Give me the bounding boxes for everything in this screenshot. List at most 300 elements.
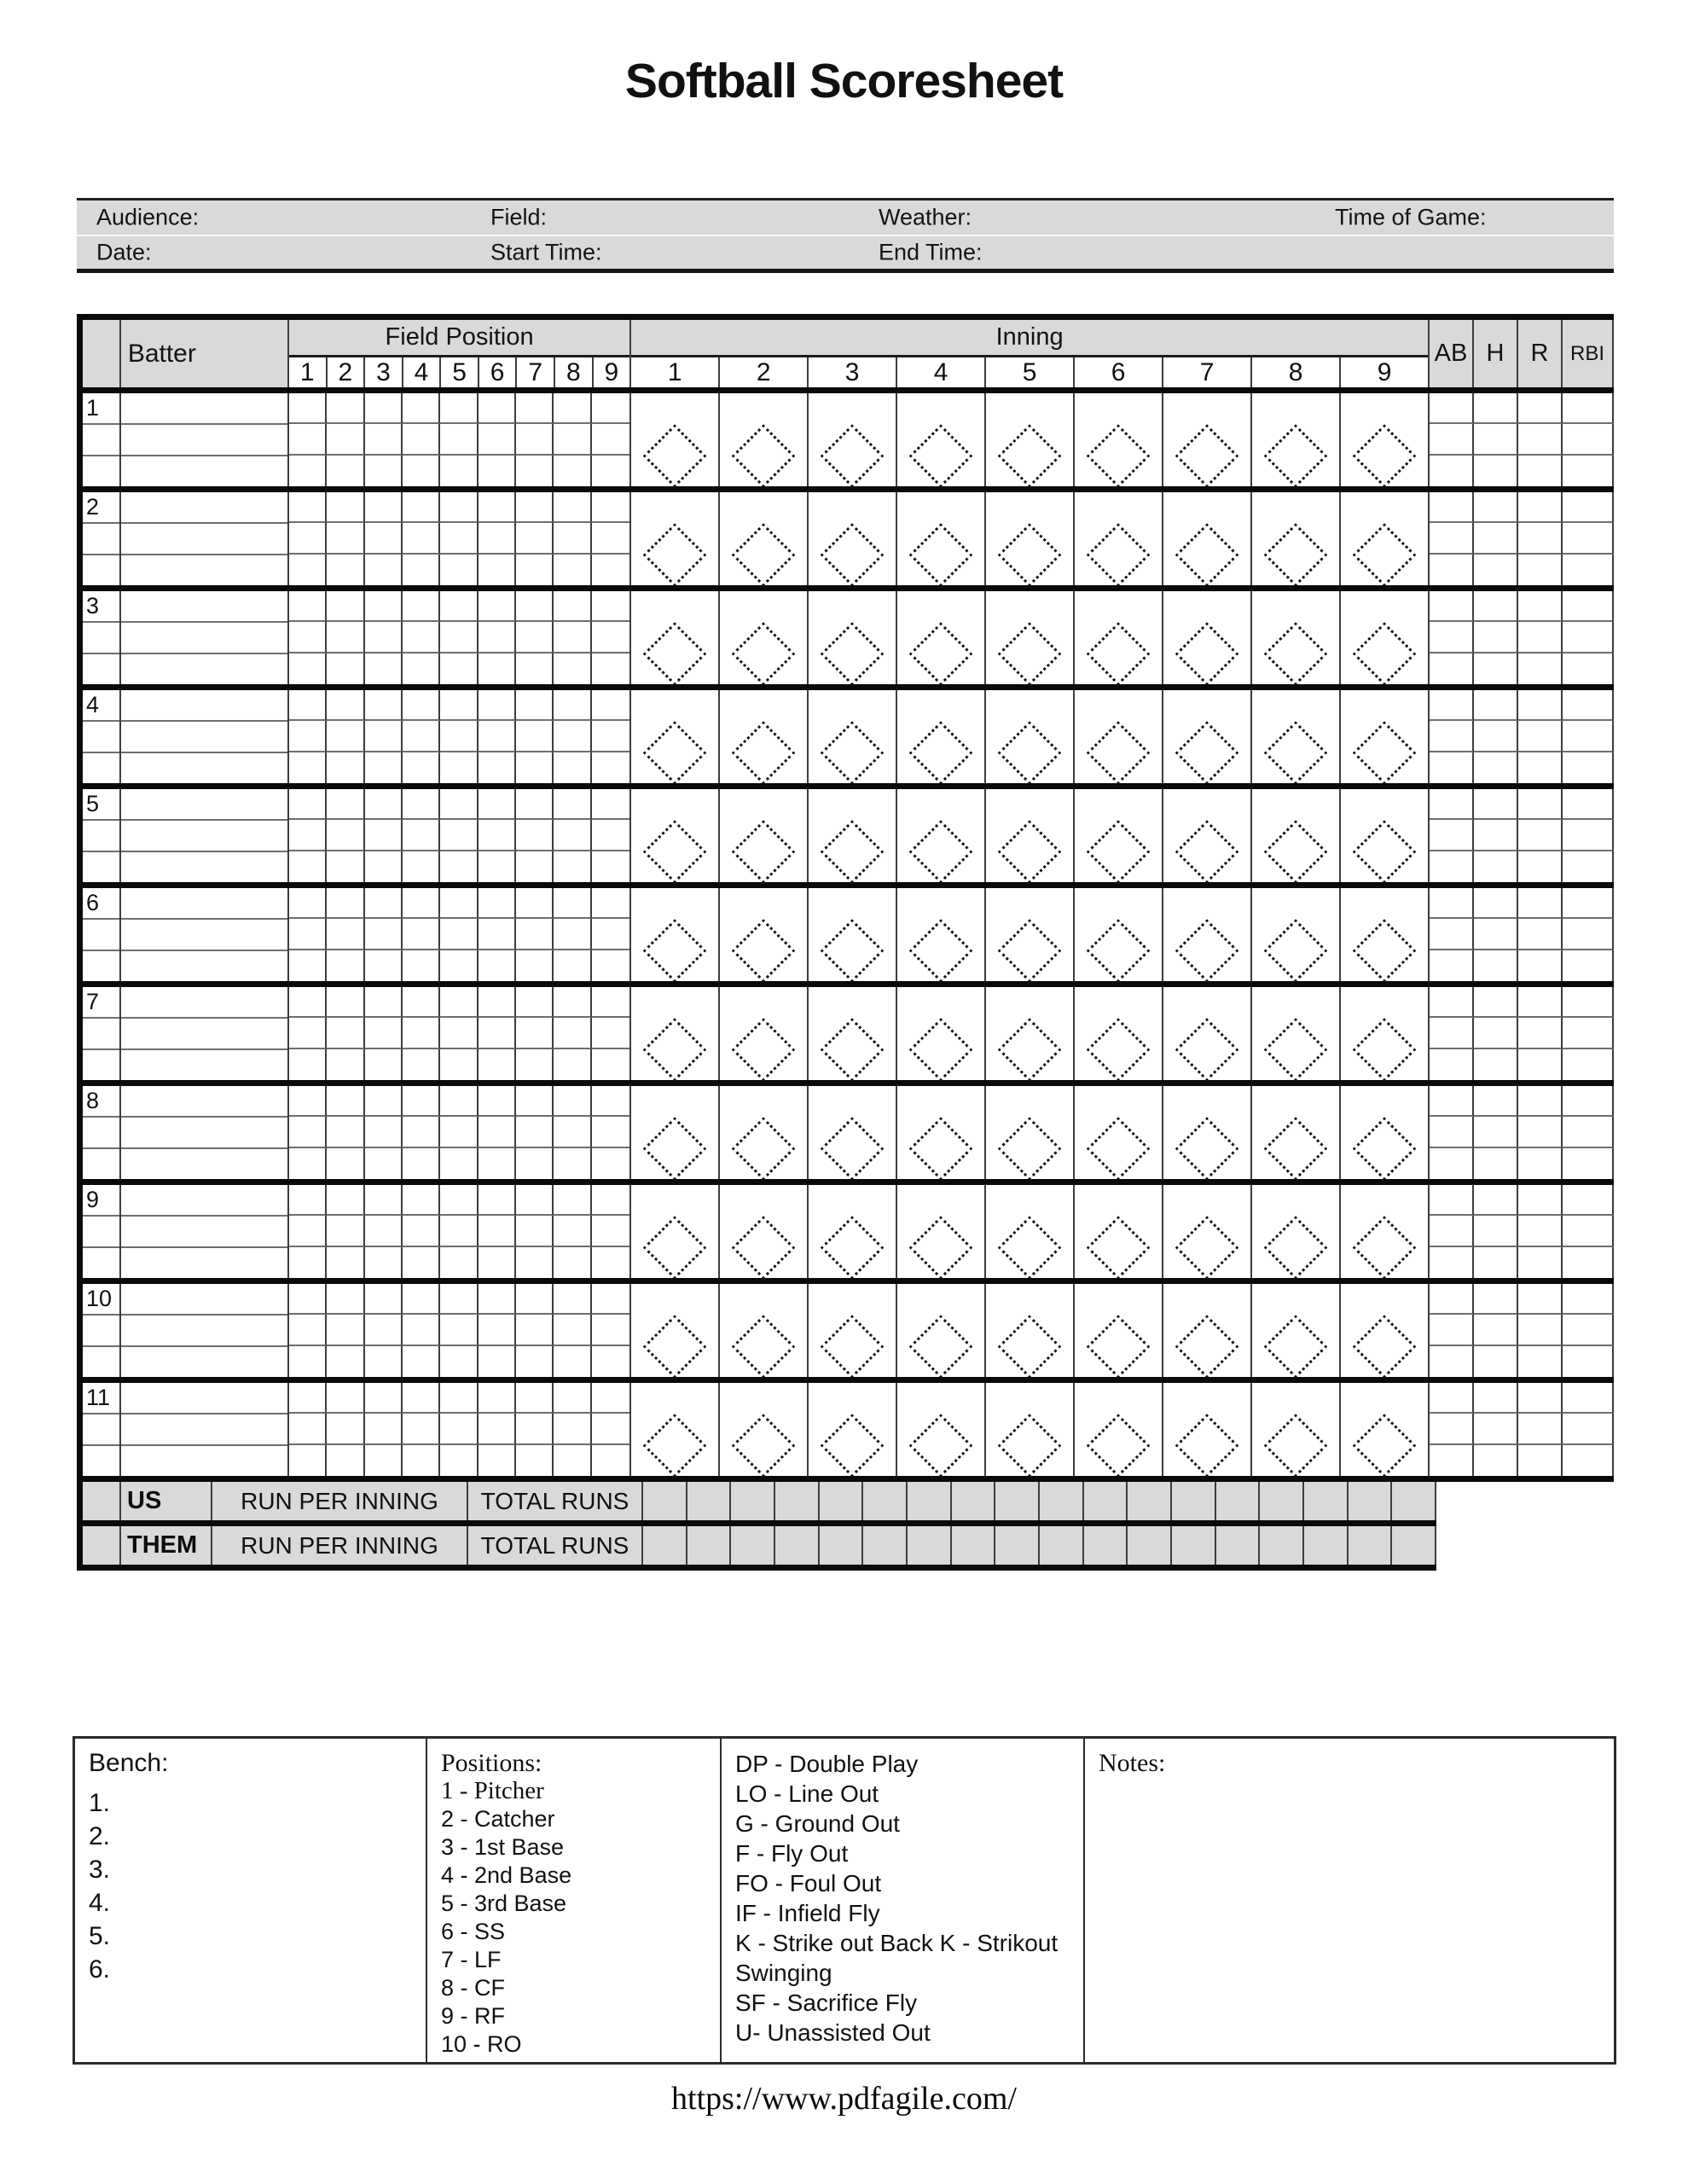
stat-cell <box>1518 1284 1563 1315</box>
batter-name-subrow <box>121 492 287 524</box>
end-time-label: End Time: <box>879 239 983 265</box>
half-inning-run-cell <box>1349 1482 1393 1520</box>
half-inning-run-cell <box>908 1482 952 1520</box>
inning-scoring-cell <box>986 591 1075 684</box>
field-position-cell <box>516 721 554 752</box>
run-per-inning-label: RUN PER INNING <box>212 1482 468 1520</box>
stat-cell <box>1430 690 1474 721</box>
field-position-column-header: 9 <box>604 357 619 386</box>
scoring-diamond <box>909 1018 973 1082</box>
field-position-cell <box>365 888 403 919</box>
half-inning-run-cell <box>1040 1482 1084 1520</box>
batter-name-cell <box>121 1086 289 1179</box>
field-position-cell <box>327 1284 364 1315</box>
batter-name-subrow <box>121 1217 287 1248</box>
scoring-diamond <box>1087 1018 1151 1082</box>
half-inning-run-cell <box>820 1482 864 1520</box>
scoring-diamond <box>1264 919 1328 983</box>
field-position-cell <box>479 721 516 752</box>
field-position-cell <box>327 622 364 653</box>
half-inning-run-cell <box>1304 1526 1349 1565</box>
scoring-diamond <box>643 919 707 983</box>
half-inning-run-cell <box>643 1482 687 1520</box>
field-position-grid <box>289 987 631 1080</box>
inning-column-header: 1 <box>631 357 720 387</box>
batter-block <box>83 1383 1614 1482</box>
scoring-diamond <box>998 721 1062 785</box>
stat-cell <box>1474 555 1518 585</box>
stat-cell <box>1563 1185 1614 1216</box>
field-position-cell <box>554 888 591 919</box>
team-label: THEM <box>121 1526 212 1565</box>
inning-scoring-cell <box>1252 1086 1341 1179</box>
field-position-cell <box>554 1049 591 1080</box>
field-position-cell <box>554 1383 591 1414</box>
inning-scoring-cell <box>986 1284 1075 1377</box>
field-position-cell <box>554 1414 591 1444</box>
batter-block <box>83 591 1614 690</box>
stat-cell <box>1474 919 1518 950</box>
field-position-cell <box>554 1018 591 1048</box>
field-position-cell <box>516 752 554 783</box>
stat-cell <box>1518 1018 1563 1048</box>
batter-name-subrow <box>121 1019 287 1050</box>
batter-name-cell <box>121 393 289 486</box>
field-position-cell <box>365 851 403 882</box>
field-position-grid <box>289 492 631 585</box>
field-position-cell <box>403 1117 440 1147</box>
stat-cell <box>1518 591 1563 622</box>
field-position-cell <box>440 1247 478 1278</box>
inning-scoring-cell <box>1163 492 1252 585</box>
field-position-cell <box>516 1185 554 1216</box>
field-position-cell <box>365 987 403 1018</box>
inning-cells <box>631 1185 1430 1278</box>
field-position-cell <box>289 987 327 1018</box>
inning-scoring-cell <box>1252 690 1341 783</box>
scoring-diamond <box>909 622 973 686</box>
field-position-cell <box>403 456 440 486</box>
field-position-cell <box>479 1284 516 1315</box>
position-item: 6 - SS <box>441 1919 506 1944</box>
field-position-cell <box>327 888 364 919</box>
scoring-diamond <box>1264 1018 1328 1082</box>
field-position-cell <box>592 1445 629 1476</box>
scoring-diamond <box>1175 1414 1239 1478</box>
inning-scoring-cell <box>809 1185 897 1278</box>
field-position-grid <box>289 1383 631 1476</box>
field-position-cell <box>403 1383 440 1414</box>
field-position-cell <box>516 1148 554 1179</box>
field-position-cell <box>403 721 440 752</box>
stat-cell <box>1474 1086 1518 1117</box>
field-position-cell <box>440 424 478 455</box>
field-position-cell <box>592 653 629 684</box>
stat-cell <box>1430 555 1474 585</box>
inning-scoring-cell <box>720 987 809 1080</box>
position-item: 7 - LF <box>441 1947 502 1972</box>
row-number-subcell <box>83 821 119 852</box>
field-position-cell <box>365 424 403 455</box>
field-position-cell <box>403 1284 440 1315</box>
batter-name-subrow <box>121 1149 287 1179</box>
row-number-header-cell <box>83 320 121 387</box>
row-number-subcell <box>83 623 119 654</box>
scoring-diamond <box>821 523 885 587</box>
field-position-cell <box>592 789 629 820</box>
stat-cell <box>1430 721 1474 752</box>
inning-scoring-cell <box>1075 1383 1163 1476</box>
scoring-diamond <box>909 820 973 884</box>
inning-scoring-cell <box>1075 690 1163 783</box>
field-position-cell <box>440 456 478 486</box>
field-position-cell <box>592 622 629 653</box>
field-position-cell <box>592 456 629 486</box>
scoring-diamond <box>1175 1018 1239 1082</box>
field-position-cell <box>440 690 478 721</box>
field-position-cell <box>440 789 478 820</box>
field-position-cell <box>365 1117 403 1147</box>
inning-scoring-cell <box>897 591 986 684</box>
stat-cell <box>1563 1018 1614 1048</box>
batter-name-cell <box>121 987 289 1080</box>
field-position-cell <box>327 1346 364 1377</box>
field-position-cell <box>554 851 591 882</box>
stat-cell <box>1430 591 1474 622</box>
batter-name-cell <box>121 1284 289 1377</box>
field-position-cell <box>327 1445 364 1476</box>
inning-scoring-cell <box>1163 1383 1252 1476</box>
field-position-cell <box>592 591 629 622</box>
row-number: 9 <box>83 1185 119 1217</box>
row-number: 6 <box>83 888 119 920</box>
field-position-cell <box>554 523 591 554</box>
stat-cell <box>1563 1383 1614 1414</box>
abbreviation-item: FO - Foul Out <box>735 1870 882 1896</box>
inning-scoring-cell <box>720 393 809 486</box>
field-position-cell <box>554 591 591 622</box>
batter-name-subrow <box>121 524 287 555</box>
field-position-cell <box>403 622 440 653</box>
batter-name-subrow <box>121 654 287 684</box>
field-position-cell <box>440 950 478 981</box>
stat-cell <box>1430 1216 1474 1246</box>
batter-name-subrow <box>121 1446 287 1476</box>
field-position-cell <box>516 1018 554 1048</box>
abbreviations-column <box>722 1739 1085 2062</box>
inning-scoring-cell <box>720 1383 809 1476</box>
inning-scoring-cell <box>720 492 809 585</box>
field-position-cell <box>479 950 516 981</box>
inning-scoring-cell <box>1341 393 1428 486</box>
field-position-cell <box>440 393 478 424</box>
batter-name-cell <box>121 1185 289 1278</box>
scoring-diamond <box>1087 1414 1151 1478</box>
field-position-cell <box>365 1216 403 1246</box>
field-position-cell <box>479 555 516 585</box>
half-inning-run-cell <box>1172 1482 1216 1520</box>
field-position-cell <box>365 1086 403 1117</box>
scoring-diamond <box>643 1216 707 1280</box>
field-position-cell <box>403 789 440 820</box>
field-position-cell <box>327 1117 364 1147</box>
position-item: 1 - Pitcher <box>441 1777 544 1804</box>
field-position-cell <box>516 1284 554 1315</box>
scoring-diamond <box>732 1414 796 1478</box>
start-time-label: Start Time: <box>490 239 602 265</box>
scoring-diamond <box>821 1018 885 1082</box>
batter-name-cell <box>121 492 289 585</box>
inning-column-header: 9 <box>1377 357 1392 386</box>
total-runs-label: TOTAL RUNS <box>468 1526 643 1565</box>
stat-cell <box>1563 752 1614 783</box>
inning-scoring-cell <box>1075 393 1163 486</box>
inning-scoring-cell <box>986 789 1075 882</box>
batter-block <box>83 1284 1614 1383</box>
stat-cell <box>1430 752 1474 783</box>
field-position-cell <box>365 523 403 554</box>
field-position-cell <box>554 1315 591 1345</box>
scoring-diamond <box>998 1018 1062 1082</box>
scoring-diamond <box>643 1315 707 1379</box>
position-item: 3 - 1st Base <box>441 1834 565 1860</box>
stat-cell <box>1430 1414 1474 1444</box>
field-position-column-header: 8 <box>555 357 594 387</box>
batter-block <box>83 492 1614 591</box>
page-title: Softball Scoresheet <box>624 54 1064 108</box>
field-position-grid <box>289 888 631 981</box>
field-position-cell <box>554 1216 591 1246</box>
row-number: 7 <box>83 987 119 1019</box>
field-position-cell <box>516 523 554 554</box>
stat-cell <box>1430 820 1474 851</box>
field-position-cell <box>516 492 554 523</box>
field-position-cell <box>440 555 478 585</box>
inning-scoring-cell <box>631 591 720 684</box>
field-position-cell <box>479 1018 516 1048</box>
batter-name-subrow <box>121 1316 287 1347</box>
position-item: 10 - RO <box>441 2031 522 2057</box>
field-position-cell <box>516 1315 554 1345</box>
scoring-diamond <box>821 622 885 686</box>
batter-block <box>83 1086 1614 1185</box>
stat-cell <box>1563 888 1614 919</box>
field-position-cell <box>440 1117 478 1147</box>
scoring-diamond <box>1175 622 1239 686</box>
inning-scoring-cell <box>986 1383 1075 1476</box>
half-inning-run-cell <box>1128 1482 1172 1520</box>
field-position-cell <box>554 1284 591 1315</box>
field-position-cell <box>554 393 591 424</box>
inning-scoring-cell <box>897 492 986 585</box>
inning-scoring-cell <box>1075 1086 1163 1179</box>
field-position-cell <box>289 622 327 653</box>
stat-cell <box>1518 1049 1563 1080</box>
field-position-cell <box>365 1247 403 1278</box>
row-number-subcell <box>83 1248 119 1278</box>
bench-item: 4. <box>89 1889 111 1917</box>
stat-cell <box>1474 721 1518 752</box>
scoring-diamond <box>998 424 1062 488</box>
stat-cell <box>1563 1445 1614 1476</box>
stat-cell <box>1474 1185 1518 1216</box>
field-position-cell <box>365 919 403 950</box>
field-position-cell <box>554 789 591 820</box>
field-position-cell <box>440 1086 478 1117</box>
field-position-cell <box>479 1315 516 1345</box>
inning-scoring-cell <box>1341 690 1428 783</box>
row-number: 5 <box>83 789 119 821</box>
summary-row-us <box>83 1482 1436 1526</box>
field-position-cell <box>365 1383 403 1414</box>
half-inning-run-cell <box>1040 1526 1084 1565</box>
field-position-cell <box>365 622 403 653</box>
field-position-cell <box>479 1185 516 1216</box>
game-info-row-2 <box>77 235 1614 269</box>
field-position-cell <box>403 1315 440 1345</box>
scoring-diamond <box>1264 1216 1328 1280</box>
field-position-cell <box>403 1216 440 1246</box>
field-position-cell <box>289 789 327 820</box>
stat-cell <box>1474 1148 1518 1179</box>
field-position-cell <box>554 950 591 981</box>
row-number-subcell <box>83 920 119 951</box>
field-position-cell <box>440 851 478 882</box>
field-position-cell <box>479 987 516 1018</box>
inning-scoring-cell <box>897 1185 986 1278</box>
stat-cell <box>1518 622 1563 653</box>
batter-block <box>83 393 1614 492</box>
stat-cell <box>1563 1414 1614 1444</box>
inning-scoring-cell <box>1163 888 1252 981</box>
field-position-cell <box>479 851 516 882</box>
inning-scoring-cell <box>631 789 720 882</box>
scoring-diamond <box>821 1117 885 1181</box>
field-position-cell <box>516 555 554 585</box>
field-position-cell <box>479 1117 516 1147</box>
batter-name-subrow <box>121 722 287 753</box>
half-inning-run-cell <box>1260 1482 1304 1520</box>
inning-scoring-cell <box>1075 1185 1163 1278</box>
field-position-cell <box>289 393 327 424</box>
field-position-column-header: 6 <box>479 357 518 387</box>
stat-cell <box>1563 1247 1614 1278</box>
field-position-cell <box>289 690 327 721</box>
inning-scoring-cell <box>1163 1284 1252 1377</box>
stat-cell <box>1518 523 1563 554</box>
row-number-cell <box>83 789 121 882</box>
field-position-cell <box>289 1018 327 1048</box>
row-number-cell <box>83 1185 121 1278</box>
field-position-cell <box>365 950 403 981</box>
row-number-cell <box>83 690 121 783</box>
batter-name-subrow <box>121 555 287 585</box>
field-position-cell <box>479 1383 516 1414</box>
inning-scoring-cell <box>1252 1185 1341 1278</box>
scoring-diamond <box>909 1315 973 1379</box>
stat-cell <box>1474 1216 1518 1246</box>
field-position-cell <box>327 1049 364 1080</box>
inning-scoring-cell <box>1252 1383 1341 1476</box>
score-table-header <box>83 320 1614 393</box>
batter-name-subrow <box>121 987 287 1019</box>
field-position-cell <box>592 752 629 783</box>
scoring-diamond <box>821 1216 885 1280</box>
batter-block <box>83 987 1614 1086</box>
field-position-cell <box>327 721 364 752</box>
half-inning-run-cell <box>1172 1526 1216 1565</box>
inning-cells <box>631 591 1430 684</box>
stat-cell <box>1474 393 1518 424</box>
stat-cell <box>1430 523 1474 554</box>
row-number-subcell <box>83 722 119 753</box>
field-position-cell <box>554 1445 591 1476</box>
field-position-cell <box>327 752 364 783</box>
stat-cell <box>1474 456 1518 486</box>
field-position-cell <box>592 1315 629 1345</box>
field-position-cell <box>592 555 629 585</box>
stat-cell <box>1518 393 1563 424</box>
field-position-cell <box>479 653 516 684</box>
field-position-cell <box>592 424 629 455</box>
stats-grid <box>1430 591 1614 684</box>
scoring-diamond <box>1175 919 1239 983</box>
stat-cell <box>1474 789 1518 820</box>
field-position-cell <box>403 1049 440 1080</box>
scoring-diamond <box>1087 1315 1151 1379</box>
field-position-cell <box>516 456 554 486</box>
batter-name-subrow <box>121 920 287 951</box>
stat-cell <box>1518 721 1563 752</box>
row-number-subcell <box>83 1149 119 1179</box>
scoring-diamond <box>821 1414 885 1478</box>
field-position-cell <box>365 492 403 523</box>
scoring-diamond <box>998 1414 1062 1478</box>
scoring-diamond <box>1175 1315 1239 1379</box>
scoring-diamond <box>821 919 885 983</box>
field-position-cell <box>440 1284 478 1315</box>
scoring-diamond <box>1353 1018 1417 1082</box>
field-position-cell <box>479 591 516 622</box>
field-position-cell <box>554 1148 591 1179</box>
field-position-cell <box>403 1018 440 1048</box>
inning-header-group <box>631 320 1430 387</box>
field-position-cell <box>327 1018 364 1048</box>
batter-name-subrow <box>121 852 287 882</box>
row-number-cell <box>83 1284 121 1377</box>
row-number-subcell <box>83 1118 119 1149</box>
field-position-cell <box>365 1315 403 1345</box>
inning-column-header: 5 <box>986 357 1075 387</box>
inning-column-header: 6 <box>1075 357 1163 387</box>
field-position-cell <box>516 1346 554 1377</box>
batter-header-label: Batter <box>127 339 196 368</box>
half-inning-run-cell <box>908 1526 952 1565</box>
inning-scoring-cell <box>809 1383 897 1476</box>
abbreviation-item: LO - Line Out <box>735 1780 879 1807</box>
half-inning-run-cell <box>731 1482 775 1520</box>
stat-cell <box>1430 919 1474 950</box>
field-position-cell <box>327 820 364 851</box>
positions-column <box>427 1739 722 2062</box>
stats-grid <box>1430 987 1614 1080</box>
field-position-cell <box>327 987 364 1018</box>
field-position-cell <box>327 950 364 981</box>
field-position-cell <box>289 1049 327 1080</box>
field-position-cell <box>327 523 364 554</box>
inning-scoring-cell <box>1341 1086 1428 1179</box>
row-number-cell <box>83 1383 121 1476</box>
